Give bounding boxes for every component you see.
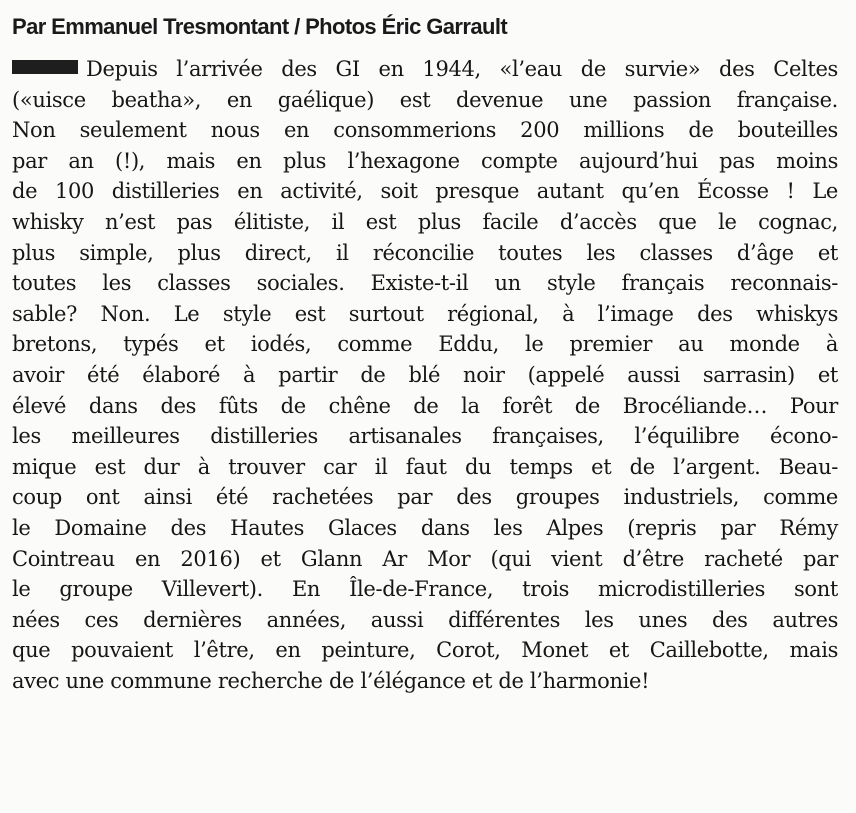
article-line: Non seulement nous en consommerions 200 millions de bouteilles	[12, 118, 838, 143]
article-line: plus simple, plus direct, il réconcilie toutes les classes d’âge et	[12, 240, 838, 265]
article-line: avoir été élaboré à partir de blé noir (appelé aussi sarrasin) et	[12, 362, 838, 387]
byline: Par Emmanuel Tresmontant / Photos Éric Garrault	[12, 14, 508, 39]
article-line: nées ces dernières années, aussi différentes les unes des autres	[12, 607, 838, 632]
article-line: mique est dur à trouver car il faut du temps et de l’argent. Beau-	[12, 454, 838, 479]
lead-bar-marker	[12, 60, 78, 74]
article-line: élevé dans des fûts de chêne de la forêt de Brocéliande… Pour	[12, 393, 838, 418]
article-line: whisky n’est pas élitiste, il est plus facile d’accès que le cognac,	[12, 209, 838, 234]
article-line: avec une commune recherche de l’élégance et de l’harmonie!	[12, 668, 650, 693]
article-line: Cointreau en 2016) et Glann Ar Mor (qui vient d’être racheté par	[12, 546, 838, 571]
article-line: que pouvaient l’être, en peinture, Corot, Monet et Caillebotte, mais	[12, 638, 838, 663]
article-line	[12, 54, 838, 85]
article-line: («uisce beatha», en gaélique) est devenue une passion française.	[12, 87, 838, 112]
article-line: de 100 distilleries en activité, soit presque autant qu’en Écosse ! Le	[12, 179, 838, 204]
article-line: bretons, typés et iodés, comme Eddu, le premier au monde à	[12, 332, 838, 357]
article-line: par an (!), mais en plus l’hexagone compte aujourd’hui pas moins	[12, 148, 838, 173]
article-line-text: Depuis l’arrivée des GI en 1944, «l’eau de survie» des Celtes	[86, 57, 838, 81]
article-line: sable? Non. Le style est surtout régional, à l’image des whiskys	[12, 301, 838, 326]
article-body	[12, 54, 838, 696]
article-line: coup ont ainsi été rachetées par des groupes industriels, comme	[12, 485, 838, 510]
article-line: toutes les classes sociales. Existe-t-il un style français reconnais-	[12, 271, 838, 296]
article-line: les meilleures distilleries artisanales françaises, l’équilibre écono-	[12, 424, 838, 449]
article-line: le Domaine des Hautes Glaces dans les Alpes (repris par Rémy	[12, 515, 838, 540]
article-line: le groupe Villevert). En Île-de-France, trois microdistilleries sont	[12, 577, 838, 602]
